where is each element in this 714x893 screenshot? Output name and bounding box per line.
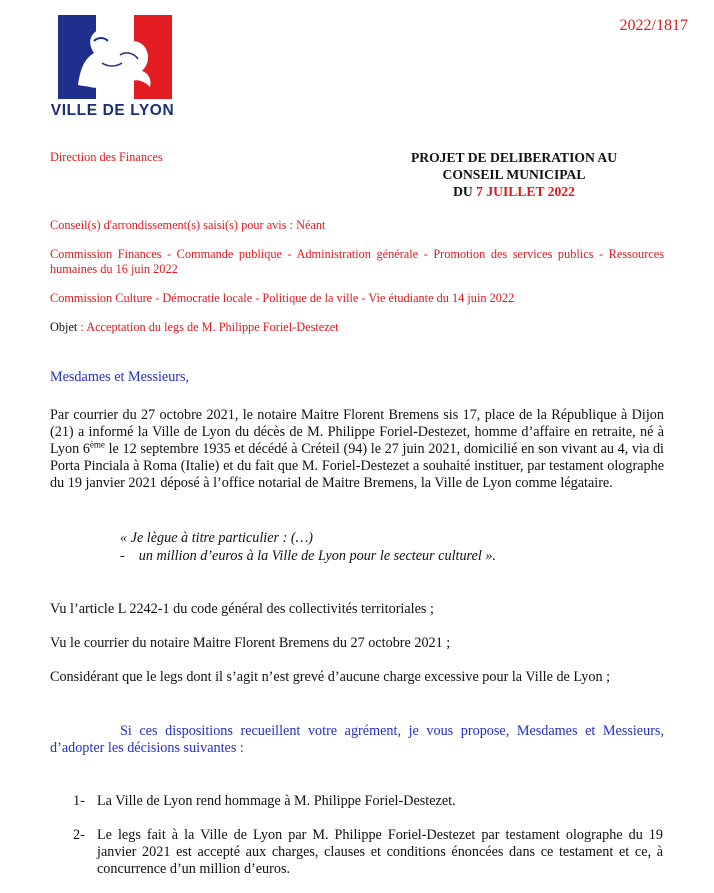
quote-text: un million d’euros à la Ville de Lyon pour le secteur culturel ».: [138, 548, 496, 564]
title-line-2: CONSEIL MUNICIPAL: [442, 167, 586, 182]
commission-finances-line: Commission Finances - Commande publique - Administration générale - Promotion des services publics - Ressources humaines du 16 juin 2022: [50, 247, 664, 276]
objet-label: Objet: [50, 320, 78, 334]
considerant: Considérant que le legs dont il s’agit n’est grevé d’aucune charge excessive pour la Ville de Lyon ;: [50, 669, 611, 685]
objet-line: [50, 320, 662, 335]
document-title: [374, 149, 654, 200]
lyon-lion-emblem-icon: [50, 15, 175, 101]
reference-number: 2022/1817: [619, 17, 688, 34]
title-line-1: PROJET DE DELIBERATION AU: [410, 150, 618, 165]
paragraph-courrier-part2: le 12 septembre 1935 et décédé à Créteil (94) le 27 juin 2021, domicilié en son vivant au 4, via di Porta Pinciala à Roma (Italie) et du fait que M. Foriel-Destezet a souhaité instituer, par testament olographe du 19 janvier 2021 déposé à l’office notarial de Maitre Bremens, la Ville de Lyon comme légataire.: [50, 441, 664, 491]
quote-line-2: [120, 548, 496, 565]
commission-culture-line: Commission Culture - Démocratie locale - Politique de la ville - Vie étudiante du 14 juin 2022: [50, 291, 515, 305]
quote-dash: -: [120, 548, 125, 564]
title-line-3: [374, 183, 654, 200]
decision-1-text: La Ville de Lyon rend hommage à M. Philippe Foriel-Destezet.: [97, 793, 456, 809]
logo-text: VILLE DE LYON: [50, 102, 175, 119]
ville-de-lyon-logo: [50, 15, 175, 123]
salutation: Mesdames et Messieurs,: [50, 369, 190, 385]
direction-label: Direction des Finances: [50, 150, 163, 164]
title-date-prefix: DU: [453, 184, 477, 199]
decision-2: [73, 827, 663, 878]
decision-1: [73, 793, 663, 810]
paragraph-courrier: [50, 407, 664, 492]
objet-separator: :: [77, 320, 87, 334]
objet-text: Acceptation du legs de M. Philippe Foriel-Destezet: [86, 320, 339, 334]
proposal-paragraph: Si ces dispositions recueillent votre agrément, je vous propose, Mesdames et Messieurs, d’adopter les décisions suivantes :: [50, 723, 664, 756]
vu-courrier: Vu le courrier du notaire Maitre Florent Bremens du 27 octobre 2021 ;: [50, 635, 451, 651]
superscript-eme: ème: [89, 439, 105, 450]
decision-1-number: 1-: [73, 793, 85, 809]
paragraph-courrier-part1: Par courrier du 27 octobre 2021, le notaire Maitre Florent Bremens sis 17, place de la République à Dijon (21) a informé la Ville de Lyon du décès de M. Philippe Foriel-Destezet, homme d’affaire en retraite, né à Lyon 6: [50, 407, 664, 457]
decision-2-number: 2-: [73, 827, 85, 843]
vu-article: Vu l’article L 2242-1 du code général des collectivités territoriales ;: [50, 601, 434, 617]
conseils-line: Conseil(s) d'arrondissement(s) saisi(s) pour avis : Néant: [50, 218, 326, 232]
quote-line-1: « Je lègue à titre particulier : (…): [120, 530, 313, 546]
decision-2-text: Le legs fait à la Ville de Lyon par M. Philippe Foriel-Destezet par testament olographe du 19 janvier 2021 est accepté aux charges, clauses et conditions énoncées dans ce testament et ce, à concurrence d’un million d’euros.: [97, 827, 663, 877]
title-date: 7 JUILLET 2022: [476, 184, 575, 199]
